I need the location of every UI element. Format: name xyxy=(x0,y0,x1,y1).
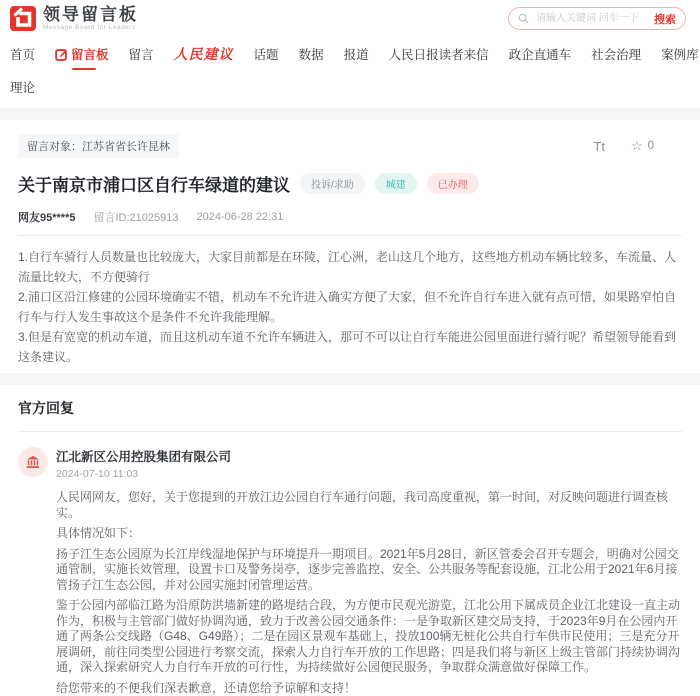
star-icon: ☆ xyxy=(631,138,643,154)
search-input[interactable] xyxy=(534,12,649,25)
government-building-icon xyxy=(26,455,40,469)
dotted-divider xyxy=(18,235,682,236)
edit-icon xyxy=(55,48,68,61)
nav-gov-enterprise[interactable]: 政企直通车 xyxy=(509,45,572,63)
message-paragraph: 2.浦口区沿江修建的公园环境确实不错，机动车不允许进入确实方便了大家，但不允许自行车进入就有点可惜，如果路窄怕自行车与行人发生事故这个是条件不允许我能理解。 xyxy=(18,287,682,327)
reply-paragraph: 具体情况如下： xyxy=(56,526,682,542)
message-id: 留言ID:21025913 xyxy=(93,209,178,225)
nav-message-board-label: 留言板 xyxy=(71,45,109,63)
nav-home[interactable]: 首页 xyxy=(10,45,35,63)
nav-data[interactable]: 数据 xyxy=(299,45,324,63)
reply-org-name: 江北新区公用控股集团有限公司 xyxy=(56,447,231,465)
favorite-control[interactable] xyxy=(631,138,654,154)
star-count: 0 xyxy=(648,140,654,152)
site-logo[interactable] xyxy=(10,5,138,32)
nav-topics[interactable]: 话题 xyxy=(254,45,279,63)
official-reply-section xyxy=(0,385,700,696)
nav-messages[interactable]: 留言 xyxy=(129,45,154,63)
nav-peoples-suggestions[interactable]: 人民建议 xyxy=(174,44,234,64)
search-box xyxy=(508,7,686,30)
tag-status: 已办理 xyxy=(427,173,479,194)
message-target-chip: 留言对象：江苏省省长许昆林 xyxy=(18,134,179,158)
reply-section-title: 官方回复 xyxy=(18,398,682,418)
message-title: 关于南京市浦口区自行车绿道的建议 xyxy=(18,171,290,196)
reply-body xyxy=(56,490,682,696)
nav-reports[interactable]: 报道 xyxy=(344,45,369,63)
org-avatar xyxy=(18,447,48,477)
reply-divider xyxy=(18,431,682,432)
logo-title: 领导留言板 xyxy=(43,6,138,24)
tag-category: 投诉/求助 xyxy=(300,173,365,194)
message-paragraph: 3.但是有宽宽的机动车道，而且这机动车道不允许车辆进入，那可不可以让自行车能进公园里面进行骑行呢？希望领导能看到这条建议。 xyxy=(18,327,682,367)
nav-row-1 xyxy=(10,44,690,64)
reply-paragraph: 人民网网友，您好，关于您提到的开放江边公园自行车通行问题，我司高度重视，第一时间，对反映问题进行调查核实。 xyxy=(56,490,682,521)
reply-date: 2024-07-10 11:03 xyxy=(56,468,231,480)
tag-domain: 城建 xyxy=(375,173,417,194)
nav-message-board[interactable] xyxy=(55,45,109,63)
logo-subtitle: Message Board for Leaders xyxy=(43,24,138,31)
reply-paragraph: 鉴于公园内部临江路为沿原防洪墙新建的路堤结合段，为方便市民观光游览，江北公用下属成员企业江北建设一直主动作为，积极与主管部门做好协调沟通，致力于改善公园交通条件：一是争取新区建交局支持，于2023年9月在公园内开通了两条公交线路（G48、G49路）；二是在园区景观车基础上，投放100辆无桩化公共自行车供市民使用；三是充分开展调研，前往同类型公园进行考察交流，探索人力自行车开放的工作思路；四是我们将与新区上级主管部门持续协调沟通，深入探索研究人力自行车开放的可行性，为持续做好公园便民服务，争取群众满意做好保障工作。 xyxy=(56,598,682,676)
nav-row-2 xyxy=(10,78,690,96)
nav-case-library[interactable]: 案例库 xyxy=(661,45,699,63)
main-nav xyxy=(0,34,700,108)
section-separator xyxy=(0,108,700,120)
reply-paragraph: 给您带来的不便我们深表歉意，还请您给予谅解和支持！ xyxy=(56,681,682,696)
search-icon xyxy=(518,13,529,24)
message-author: 网友95****5 xyxy=(18,209,75,225)
message-body xyxy=(18,247,682,367)
nav-social-governance[interactable]: 社会治理 xyxy=(591,45,641,63)
nav-readers-letters[interactable]: 人民日报读者来信 xyxy=(389,45,489,63)
search-button[interactable]: 搜索 xyxy=(654,11,676,27)
section-separator xyxy=(0,373,700,385)
message-date: 2024-06-28 22:31 xyxy=(196,211,283,223)
reply-paragraph: 扬子江生态公园原为长江岸线湿地保护与环境提升一期项目。2021年5月28日，新区管委会召开专题会，明确对公园交通管制，实施长效管理，设置卡口及警务岗亭，逐步完善监控、安全、公共服务等配套设施，江北公用于2021年6月接管扬子江生态公园，并对公园实施封闭管理运营。 xyxy=(56,547,682,594)
logo-icon xyxy=(10,5,37,32)
message-paragraph: 1.自行车骑行人员数量也比较庞大，大家目前都是在环陵，江心洲，老山这几个地方，这些地方机动车辆比较多，车流量、人流量比较大，不方便骑行 xyxy=(18,247,682,287)
nav-theory[interactable]: 理论 xyxy=(10,78,35,96)
message-card xyxy=(0,120,700,373)
font-size-control[interactable]: Tt xyxy=(593,139,605,154)
top-bar xyxy=(0,0,700,34)
